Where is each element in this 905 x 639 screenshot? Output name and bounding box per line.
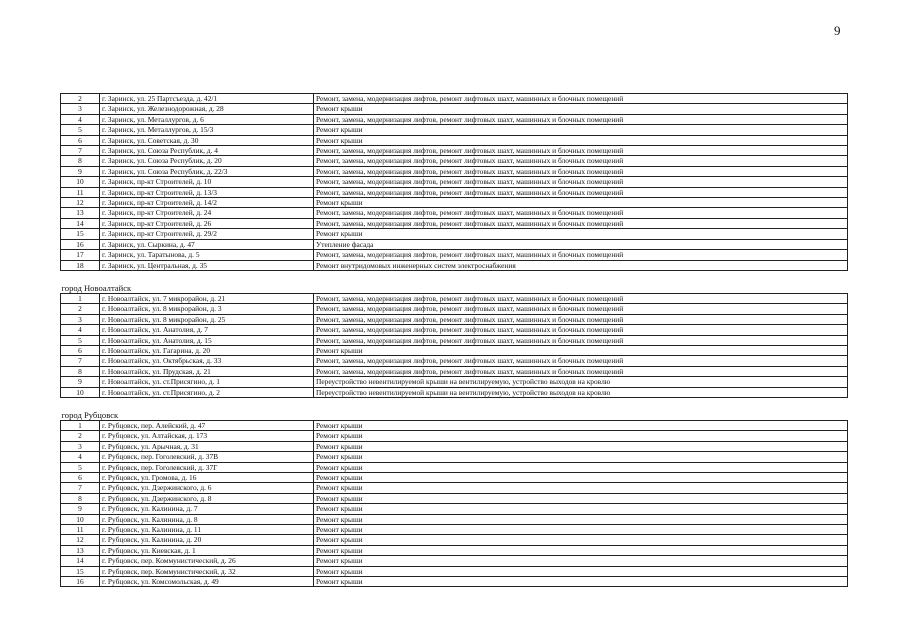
row-number: 4	[61, 114, 100, 124]
row-work-type: Ремонт, замена, модернизация лифтов, ремонт лифтовых шахт, машинных и блочных помещений	[314, 335, 848, 345]
row-work-type: Ремонт крыши	[314, 198, 848, 208]
row-address: г. Заринск, ул. Союза Республик, д. 4	[100, 146, 314, 156]
table-row	[61, 250, 848, 260]
row-address: г. Новоалтайск, ул. ст.Присягино, д. 2	[100, 387, 314, 397]
row-work-type: Ремонт внутридомовых инженерных систем электроснабжения	[314, 260, 848, 270]
table-row	[61, 135, 848, 145]
table-row	[61, 377, 848, 387]
row-address: г. Новоалтайск, ул. Гагарина, д. 20	[100, 345, 314, 355]
row-number: 16	[61, 577, 100, 587]
row-work-type: Ремонт крыши	[314, 545, 848, 555]
row-number: 3	[61, 441, 100, 451]
row-address: г. Рубцовск, ул. Калинина, д. 20	[100, 535, 314, 545]
table-row	[61, 514, 848, 524]
row-work-type: Ремонт, замена, модернизация лифтов, ремонт лифтовых шахт, машинных и блочных помещений	[314, 325, 848, 335]
row-work-type: Ремонт, замена, модернизация лифтов, ремонт лифтовых шахт, машинных и блочных помещений	[314, 366, 848, 376]
row-work-type: Ремонт крыши	[314, 104, 848, 114]
row-number: 18	[61, 260, 100, 270]
row-number: 10	[61, 177, 100, 187]
table-row	[61, 545, 848, 555]
row-number: 16	[61, 239, 100, 249]
row-address: г. Новоалтайск, ул. ст.Присягино, д. 1	[100, 377, 314, 387]
table-row	[61, 156, 848, 166]
row-address: г. Рубцовск, пер. Коммунистический, д. 32	[100, 566, 314, 576]
table-row	[61, 566, 848, 576]
row-address: г. Рубцовск, ул. Калинина, д. 7	[100, 504, 314, 514]
table-row	[61, 431, 848, 441]
row-address: г. Рубцовск, ул. Дзержинского, д. 6	[100, 483, 314, 493]
row-number: 8	[61, 366, 100, 376]
row-work-type: Ремонт, замена, модернизация лифтов, ремонт лифтовых шахт, машинных и блочных помещений	[314, 177, 848, 187]
works-table-grid	[60, 93, 848, 587]
row-work-type: Ремонт, замена, модернизация лифтов, ремонт лифтовых шахт, машинных и блочных помещений	[314, 314, 848, 324]
row-number: 14	[61, 556, 100, 566]
section-spacer-cell	[61, 270, 848, 283]
row-address: г. Рубцовск, ул. Киевская, д. 1	[100, 545, 314, 555]
row-number: 2	[61, 304, 100, 314]
row-work-type: Ремонт, замена, модернизация лифтов, ремонт лифтовых шахт, машинных и блочных помещений	[314, 166, 848, 176]
row-address: г. Рубцовск, ул. Алтайская, д. 173	[100, 431, 314, 441]
row-work-type: Ремонт крыши	[314, 556, 848, 566]
table-row	[61, 366, 848, 376]
table-row	[61, 525, 848, 535]
row-number: 9	[61, 377, 100, 387]
row-work-type: Ремонт крыши	[314, 525, 848, 535]
row-work-type: Ремонт крыши	[314, 504, 848, 514]
section-spacer	[61, 397, 848, 410]
row-number: 9	[61, 166, 100, 176]
row-number: 17	[61, 250, 100, 260]
row-work-type: Ремонт, замена, модернизация лифтов, ремонт лифтовых шахт, машинных и блочных помещений	[314, 187, 848, 197]
row-address: г. Заринск, ул. Союза Республик, д. 20	[100, 156, 314, 166]
works-table	[60, 93, 844, 587]
row-work-type: Ремонт крыши	[314, 462, 848, 472]
row-number: 4	[61, 325, 100, 335]
row-work-type: Ремонт крыши	[314, 577, 848, 587]
table-row	[61, 314, 848, 324]
table-row	[61, 198, 848, 208]
table-row	[61, 218, 848, 228]
row-work-type: Ремонт, замена, модернизация лифтов, ремонт лифтовых шахт, машинных и блочных помещений	[314, 250, 848, 260]
table-row	[61, 114, 848, 124]
row-number: 6	[61, 345, 100, 355]
table-row	[61, 577, 848, 587]
row-number: 3	[61, 314, 100, 324]
row-number: 12	[61, 198, 100, 208]
row-number: 5	[61, 462, 100, 472]
row-address: г. Рубцовск, ул. Калинина, д. 11	[100, 525, 314, 535]
row-address: г. Заринск, пр-кт Строителей, д. 10	[100, 177, 314, 187]
table-row	[61, 229, 848, 239]
row-number: 5	[61, 125, 100, 135]
row-number: 11	[61, 525, 100, 535]
row-work-type: Ремонт крыши	[314, 135, 848, 145]
city-heading: город Новоалтайск	[61, 282, 132, 293]
row-number: 14	[61, 218, 100, 228]
row-address: г. Рубцовск, ул. Калинина, д. 8	[100, 514, 314, 524]
row-address: г. Новоалтайск, ул. 7 микрорайон, д. 21	[100, 293, 314, 303]
row-number: 8	[61, 156, 100, 166]
city-heading: город Рубцовск	[61, 409, 119, 420]
row-number: 6	[61, 135, 100, 145]
page-number: 9	[834, 23, 841, 38]
row-address: г. Заринск, ул. Центральная, д. 35	[100, 260, 314, 270]
city-heading-row	[61, 283, 848, 294]
row-address: г. Заринск, ул. Союза Республик, д. 22/3	[100, 166, 314, 176]
row-work-type: Переустройство невентилируемой крыши на вентилируемую, устройство выходов на кровлю	[314, 377, 848, 387]
row-address: г. Заринск, ул. Таратынова, д. 5	[100, 250, 314, 260]
section-spacer-cell	[61, 397, 848, 410]
row-work-type: Ремонт, замена, модернизация лифтов, ремонт лифтовых шахт, машинных и блочных помещений	[314, 156, 848, 166]
row-address: г. Заринск, ул. Железнодорожная, д. 28	[100, 104, 314, 114]
table-row	[61, 187, 848, 197]
row-number: 10	[61, 387, 100, 397]
row-address: г. Заринск, пр-кт Строителей, д. 24	[100, 208, 314, 218]
table-row	[61, 345, 848, 355]
row-number: 12	[61, 535, 100, 545]
row-address: г. Заринск, пр-кт Строителей, д. 29/2	[100, 229, 314, 239]
table-row	[61, 556, 848, 566]
row-number: 1	[61, 293, 100, 303]
table-row	[61, 493, 848, 503]
row-work-type: Ремонт крыши	[314, 345, 848, 355]
row-work-type: Ремонт крыши	[314, 431, 848, 441]
row-address: г. Рубцовск, пер. Алейский, д. 47	[100, 420, 314, 430]
row-work-type: Ремонт крыши	[314, 125, 848, 135]
row-work-type: Ремонт, замена, модернизация лифтов, ремонт лифтовых шахт, машинных и блочных помещений	[314, 146, 848, 156]
row-address: г. Заринск, пр-кт Строителей, д. 26	[100, 218, 314, 228]
row-work-type: Ремонт, замена, модернизация лифтов, ремонт лифтовых шахт, машинных и блочных помещений	[314, 356, 848, 366]
row-number: 15	[61, 229, 100, 239]
row-work-type: Ремонт крыши	[314, 483, 848, 493]
row-work-type: Ремонт, замена, модернизация лифтов, ремонт лифтовых шахт, машинных и блочных помещений	[314, 218, 848, 228]
table-row	[61, 293, 848, 303]
section-spacer	[61, 270, 848, 283]
row-work-type: Утепление фасада	[314, 239, 848, 249]
row-number: 10	[61, 514, 100, 524]
row-number: 1	[61, 420, 100, 430]
table-row	[61, 483, 848, 493]
row-number: 6	[61, 473, 100, 483]
row-number: 13	[61, 208, 100, 218]
row-work-type: Ремонт крыши	[314, 514, 848, 524]
row-address: г. Новоалтайск, ул. Анатолия, д. 15	[100, 335, 314, 345]
row-number: 7	[61, 483, 100, 493]
row-work-type: Ремонт крыши	[314, 493, 848, 503]
row-number: 15	[61, 566, 100, 576]
row-work-type: Ремонт крыши	[314, 566, 848, 576]
table-row	[61, 387, 848, 397]
table-row	[61, 325, 848, 335]
row-number: 9	[61, 504, 100, 514]
row-address: г. Рубцовск, пер. Гоголевский, д. 37В	[100, 452, 314, 462]
row-work-type: Ремонт крыши	[314, 473, 848, 483]
row-address: г. Новоалтайск, ул. 8 микрорайон, д. 3	[100, 304, 314, 314]
row-work-type: Ремонт крыши	[314, 420, 848, 430]
row-address: г. Заринск, пр-кт Строителей, д. 14/2	[100, 198, 314, 208]
row-address: г. Рубцовск, ул. Арычная, д. 31	[100, 441, 314, 451]
row-work-type: Ремонт, замена, модернизация лифтов, ремонт лифтовых шахт, машинных и блочных помещений	[314, 208, 848, 218]
row-work-type: Ремонт, замена, модернизация лифтов, ремонт лифтовых шахт, машинных и блочных помещений	[314, 304, 848, 314]
table-row	[61, 441, 848, 451]
table-row	[61, 177, 848, 187]
table-row	[61, 208, 848, 218]
row-work-type: Ремонт, замена, модернизация лифтов, ремонт лифтовых шахт, машинных и блочных помещений	[314, 114, 848, 124]
table-row	[61, 452, 848, 462]
table-row	[61, 356, 848, 366]
row-number: 3	[61, 104, 100, 114]
row-number: 2	[61, 431, 100, 441]
row-address: г. Рубцовск, ул. Комсомольская, д. 49	[100, 577, 314, 587]
row-address: г. Новоалтайск, ул. Прудская, д. 21	[100, 366, 314, 376]
city-heading-row	[61, 410, 848, 421]
row-work-type: Переустройство невентилируемой крыши на вентилируемую, устройство выходов на кровлю	[314, 387, 848, 397]
table-row	[61, 462, 848, 472]
row-address: г. Заринск, пр-кт Строителей, д. 13/3	[100, 187, 314, 197]
row-work-type: Ремонт крыши	[314, 229, 848, 239]
table-row	[61, 94, 848, 104]
row-number: 4	[61, 452, 100, 462]
row-address: г. Заринск, ул. Советская, д. 30	[100, 135, 314, 145]
table-row	[61, 473, 848, 483]
table-row	[61, 260, 848, 270]
row-number: 5	[61, 335, 100, 345]
row-number: 7	[61, 146, 100, 156]
row-number: 13	[61, 545, 100, 555]
table-row	[61, 420, 848, 430]
row-work-type: Ремонт крыши	[314, 452, 848, 462]
row-work-type: Ремонт, замена, модернизация лифтов, ремонт лифтовых шахт, машинных и блочных помещений	[314, 94, 848, 104]
table-row	[61, 146, 848, 156]
row-number: 7	[61, 356, 100, 366]
table-row	[61, 239, 848, 249]
row-number: 8	[61, 493, 100, 503]
table-row	[61, 166, 848, 176]
table-row	[61, 304, 848, 314]
row-work-type: Ремонт крыши	[314, 535, 848, 545]
table-row	[61, 535, 848, 545]
row-address: г. Заринск, ул. 25 Партсъезда, д. 42/1	[100, 94, 314, 104]
table-row	[61, 335, 848, 345]
row-address: г. Рубцовск, пер. Коммунистический, д. 26	[100, 556, 314, 566]
row-number: 2	[61, 94, 100, 104]
table-row	[61, 504, 848, 514]
row-address: г. Заринск, ул. Металлургов, д. 6	[100, 114, 314, 124]
row-address: г. Рубцовск, пер. Гоголевский, д. 37Г	[100, 462, 314, 472]
table-row	[61, 104, 848, 114]
row-address: г. Рубцовск, ул. Дзержинского, д. 8	[100, 493, 314, 503]
row-address: г. Новоалтайск, ул. Октябрьская, д. 33	[100, 356, 314, 366]
row-address: г. Рубцовск, ул. Громова, д. 16	[100, 473, 314, 483]
row-address: г. Заринск, ул. Металлургов, д. 15/3	[100, 125, 314, 135]
row-address: г. Новоалтайск, ул. 8 микрорайон, д. 25	[100, 314, 314, 324]
row-address: г. Заринск, ул. Сыркина, д. 47	[100, 239, 314, 249]
row-address: г. Новоалтайск, ул. Анатолия, д. 7	[100, 325, 314, 335]
table-row	[61, 125, 848, 135]
row-work-type: Ремонт крыши	[314, 441, 848, 451]
row-work-type: Ремонт, замена, модернизация лифтов, ремонт лифтовых шахт, машинных и блочных помещений	[314, 293, 848, 303]
row-number: 11	[61, 187, 100, 197]
